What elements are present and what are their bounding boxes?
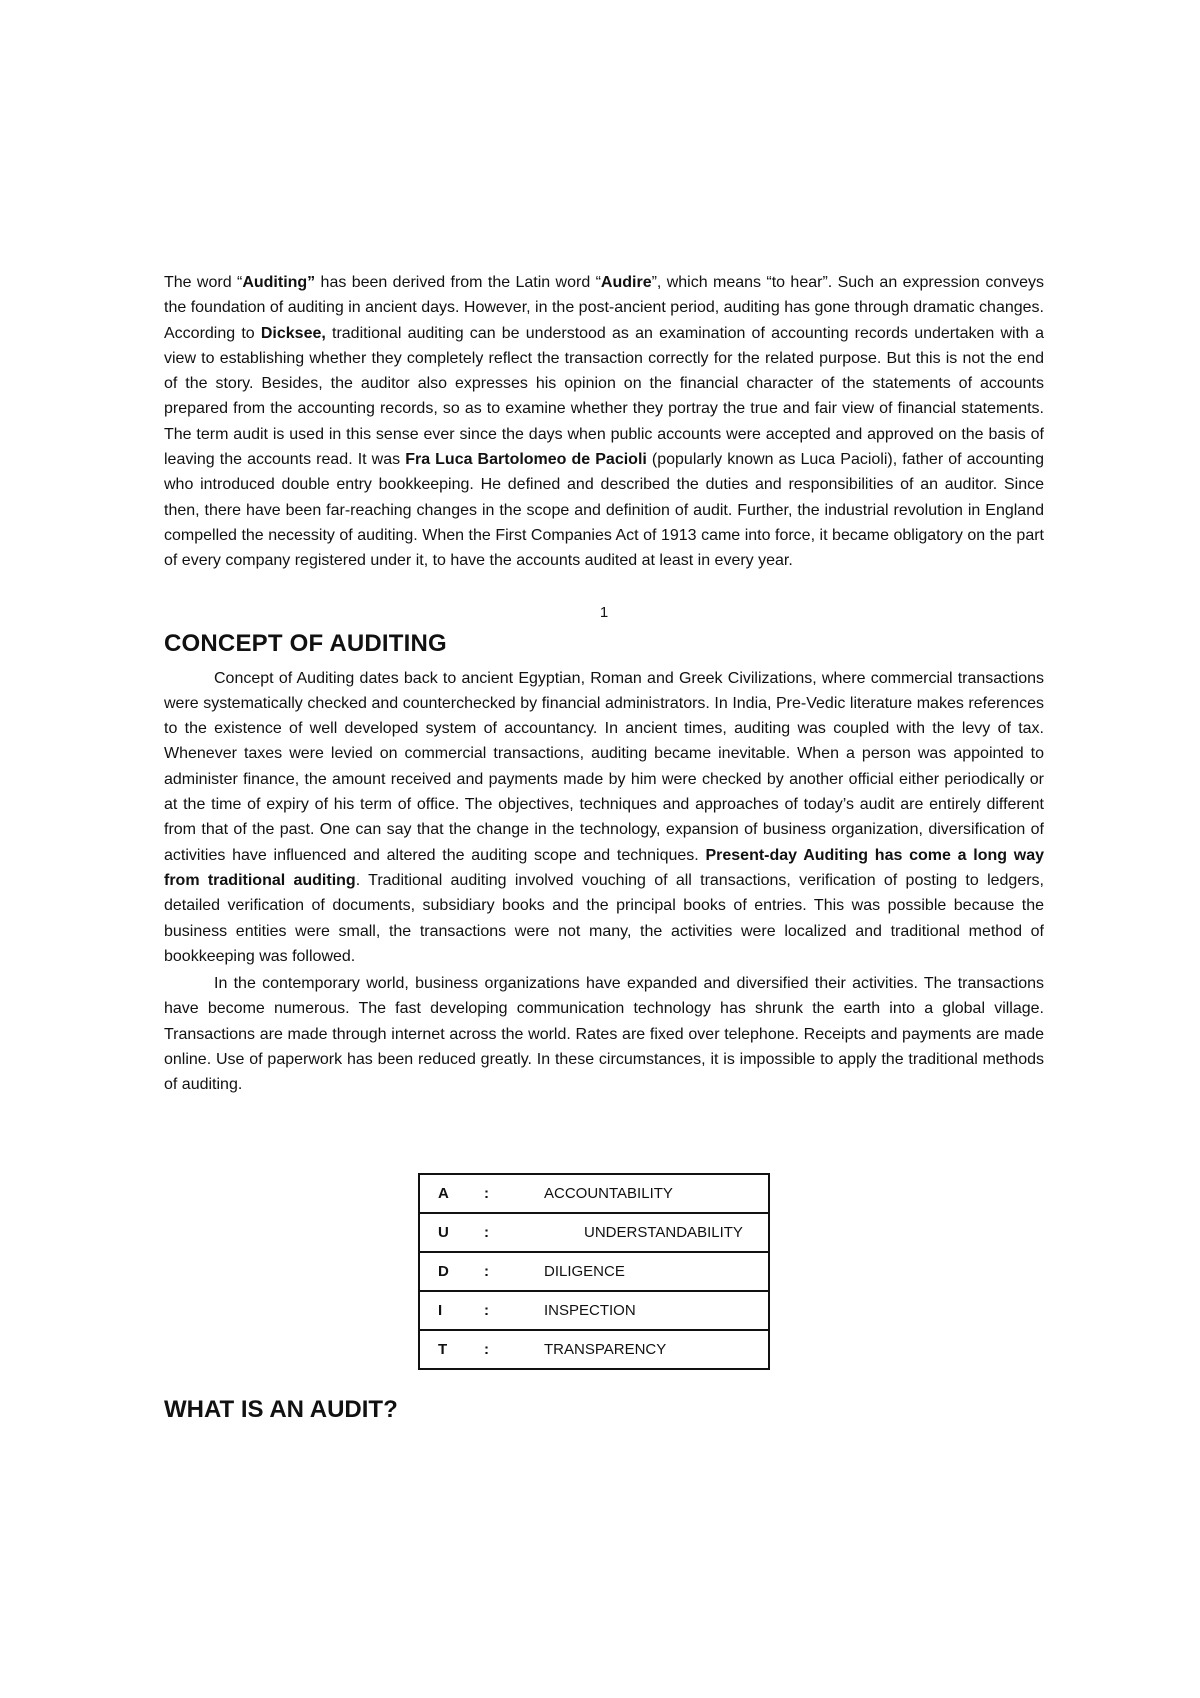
acronym-word: INSPECTION [524,1291,769,1330]
acronym-separator: : [484,1213,524,1252]
concept-heading: CONCEPT OF AUDITING [164,629,447,657]
concept-paragraph-1 [164,666,1044,970]
table-row [419,1213,769,1252]
document-page [164,270,1044,1098]
table-row [419,1252,769,1291]
intro-text-2: has been derived from the Latin word “ [315,274,601,291]
table-row [419,1174,769,1213]
acronym-letter: T [419,1330,484,1369]
acronym-separator: : [484,1174,524,1213]
acronym-word: UNDERSTANDABILITY [524,1213,769,1252]
acronym-word: DILIGENCE [524,1252,769,1291]
concept-text-1: Concept of Auditing dates back to ancient Egyptian, Roman and Greek Civilizations, where commercial transactions were systematically checked and counterchecked by financial administrators. In India, Pre-Vedic literature makes references to the existence of well developed system of accountancy. In ancient times, auditing was coupled with the levy of tax. Whenever taxes were levied on commercial transactions, auditing became inevitable. When a person was appointed to administer finance, the amount received and payments made by him were checked by another official either periodically or at the time of expiry of his term of office. The objectives, techniques and approaches of today’s audit are entirely different from that of the past. One can say that the change in the technology, expansion of business organization, diversification of activities have influenced and altered the auditing scope and techniques. [164,669,1044,864]
acronym-letter: U [419,1213,484,1252]
intro-text-4: traditional auditing can be understood as an examination of accounting records undertaken with a view to establishing whether they completely reflect the transaction correctly for the related purpose. But this is not the end of the story. Besides, the auditor also expresses his opinion on the financial character of the statements of accounts prepared from the accounting records, so as to examine whether they portray the true and fair view of financial statements. The term audit is used in this sense ever since the days when public accounts were accepted and approved on the basis of leaving the accounts read. It was [164,324,1044,469]
intro-bold-pacioli: Fra Luca Bartolomeo de Pacioli [405,451,647,469]
acronym-word: ACCOUNTABILITY [524,1174,769,1213]
intro-paragraph [164,270,1044,574]
acronym-separator: : [484,1291,524,1330]
concept-bold-present-day: Present-day Auditing has come a long way from traditional auditing [164,846,1045,889]
intro-text-3: ”, which means “to hear”. Such an expression conveys the foundation of auditing in ancient days. However, in the post-ancient period, auditing has gone through dramatic changes. According to [164,274,1045,342]
audit-acronym-table [418,1173,770,1370]
acronym-letter: D [419,1252,484,1291]
what-is-audit-heading: WHAT IS AN AUDIT? [164,1396,398,1423]
table-row [419,1330,769,1369]
intro-bold-audire: Audire [600,274,652,291]
intro-text-5: (popularly known as Luca Pacioli), father of accounting who introduced double entry bookkeeping. He defined and described the duties and responsibilities of an auditor. Since then, there have been far-reaching changes in the scope and definition of audit. Further, the industrial revolution in England compelled the necessity of auditing. When the First Companies Act of 1913 came into force, it became obligatory on the part of every company registered under it, to have the accounts audited at least in every year. [164,451,1045,570]
acronym-separator: : [484,1330,524,1369]
intro-bold-dicksee: Dicksee, [260,324,326,342]
intro-bold-auditing: Auditing” [242,274,316,291]
concept-text-2: . Traditional auditing involved vouching of all transactions, verification of posting to ledgers, detailed verification of documents, subsidiary books and the principal books of entries. This was possible because the business entities were small, the transactions were not many, the activities were localized and traditional method of bookkeeping was followed. [164,871,1044,965]
acronym-letter: A [419,1174,484,1213]
acronym-separator: : [484,1252,524,1291]
table-row [419,1291,769,1330]
concept-paragraph-2: In the contemporary world, business organizations have expanded and diversified their activities. The transactions have become numerous. The fast developing communication technology has shrunk the earth into a global village. Transactions are made through internet across the world. Rates are fixed over telephone. Receipts and payments are made online. Use of paperwork has been reduced greatly. In these circumstances, it is impossible to apply the traditional methods of auditing. [164,975,1044,1094]
acronym-word: TRANSPARENCY [524,1330,769,1369]
intro-text-1: The word “ [164,274,243,291]
page-number: 1 [599,603,609,621]
acronym-letter: I [419,1291,484,1330]
